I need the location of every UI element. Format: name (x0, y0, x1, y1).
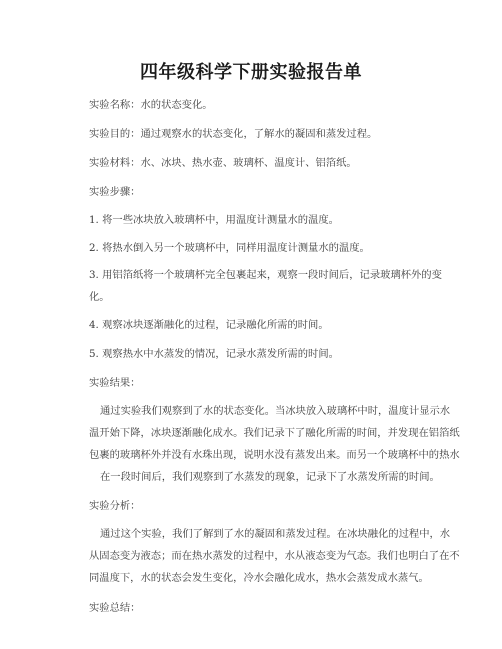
summary-heading: 实验总结： (89, 602, 141, 614)
step-3-line-1: 3. 用铝箔纸将一个玻璃杯完全包裹起来，观察一段时间后，记录玻璃杯外的变 (89, 269, 442, 281)
steps-heading: 实验步骤： (89, 186, 141, 198)
results-body (89, 400, 460, 488)
page-title: 四年级科学下册实验报告单 (140, 62, 362, 83)
experiment-purpose: 实验目的：通过观察水的状态变化，了解水的凝固和蒸发过程。 (89, 128, 378, 140)
experiment-name: 实验名称：水的状态变化。 (89, 99, 213, 111)
step-2: 2. 将热水倒入另一个玻璃杯中，同样用温度计测量水的温度。 (89, 242, 370, 254)
step-3-line-2: 化。 (89, 291, 110, 303)
results-line-4: 在一段时间后，我们观察到了水蒸发的现象，记录下了水蒸发所需的时间。 (100, 471, 440, 483)
analysis-line-1: 通过这个实验，我们了解到了水的凝固和蒸发过程。在冰块融化的过程中，水 (100, 528, 451, 540)
analysis-line-3: 同温度下，水的状态会发生变化，冷水会融化成水，热水会蒸发成水蒸气。 (89, 572, 429, 584)
step-3 (89, 264, 442, 308)
experiment-materials: 实验材料：水、冰块、热水壶、玻璃杯、温度计、铝箔纸。 (89, 157, 357, 169)
results-heading: 实验结果： (89, 377, 141, 389)
results-line-3: 包裹的玻璃杯外并没有水珠出现，说明水没有蒸发出来。而另一个玻璃杯中的热水 (89, 449, 460, 461)
step-4: 4. 观察冰块逐渐融化的过程，记录融化所需的时间。 (89, 319, 329, 331)
results-line-1: 通过实验我们观察到了水的状态变化。当冰块放入玻璃杯中时，温度计显示水 (100, 405, 451, 417)
analysis-heading: 实验分析： (89, 500, 141, 512)
step-1: 1. 将一些冰块放入玻璃杯中，用温度计测量水的温度。 (89, 214, 339, 226)
step-5: 5. 观察热水中水蒸发的情况，记录水蒸发所需的时间。 (89, 348, 339, 360)
results-line-2: 温开始下降，冰块逐渐融化成水。我们记录下了融化所需的时间，并发现在铝箔纸 (89, 427, 460, 439)
analysis-body (89, 523, 460, 589)
analysis-line-2: 从固态变为液态；而在热水蒸发的过程中，水从液态变为气态。我们也明白了在不 (89, 550, 460, 562)
